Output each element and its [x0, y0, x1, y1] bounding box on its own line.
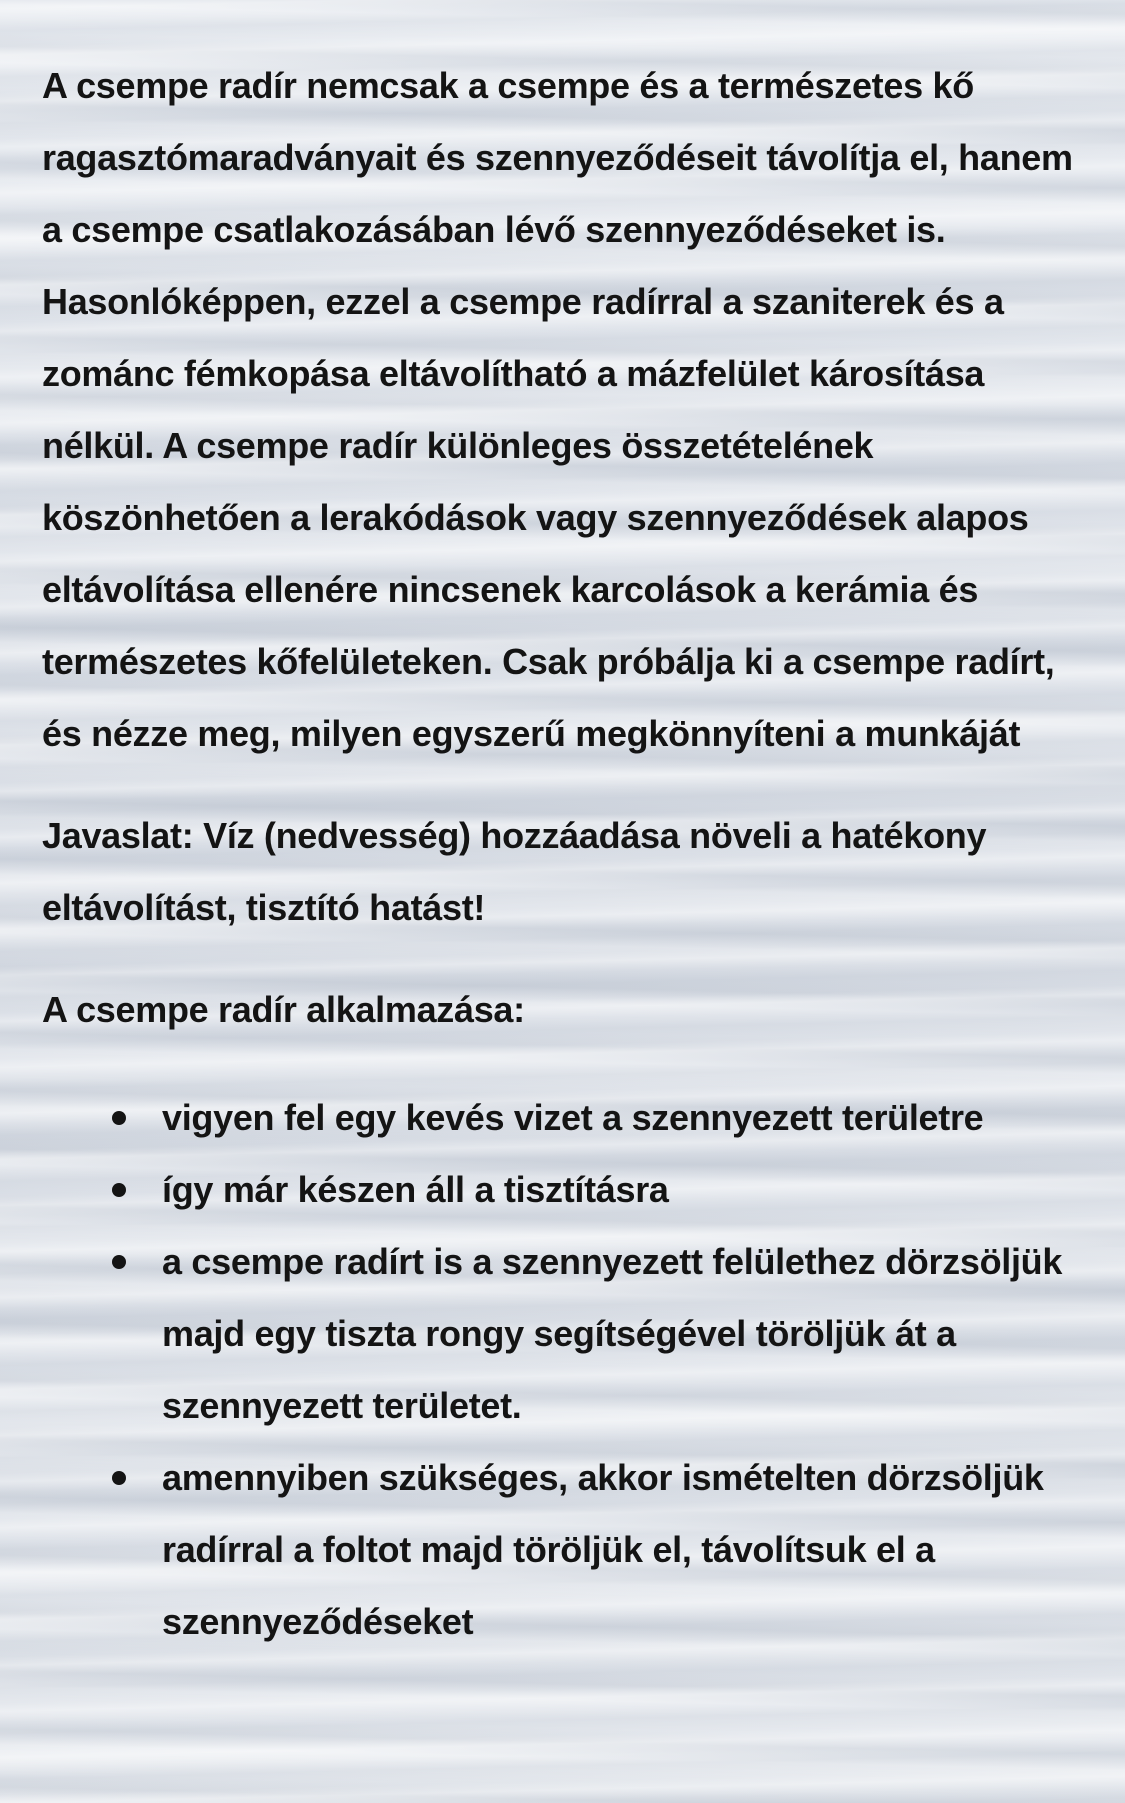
list-item-text: a csempe radírt is a szennyezett felülethez dörzsöljük majd egy tiszta rongy segítségével töröljük át a szennyezett területet. [162, 1241, 1063, 1426]
bullet-icon [112, 1183, 126, 1197]
bullet-icon [112, 1255, 126, 1269]
intro-paragraph: A csempe radír nemcsak a csempe és a természetes kő ragasztómaradványait és szennyeződéseit távolítja el, hanem a csempe csatlakozásában lévő szennyeződéseket is. Hasonlóképpen, ezzel a csempe radírral a szaniterek és a zománc fémkopása eltávolítható a mázfelület károsítása nélkül. A csempe radír különleges összetételének köszönhetően a lerakódások vagy szennyeződések alapos eltávolítása ellenére nincsenek karcolások a kerámia és természetes kőfelületeken. Csak próbálja ki a csempe radírt, és nézze meg, milyen egyszerű megkönnyíteni a munkáját [42, 65, 1073, 754]
bullet-icon [112, 1111, 126, 1125]
usage-steps-list [42, 1082, 1092, 1658]
usage-heading: A csempe radír alkalmazása: [42, 989, 525, 1030]
bullet-icon [112, 1471, 126, 1485]
list-item [162, 1154, 1092, 1226]
suggestion-paragraph: Javaslat: Víz (nedvesség) hozzáadása növeli a hatékony eltávolítást, tisztító hatást! [42, 815, 987, 928]
document-body [42, 50, 1092, 1658]
list-item-text: így már készen áll a tisztításra [162, 1169, 669, 1210]
list-item [162, 1082, 1092, 1154]
list-item-text: vigyen fel egy kevés vizet a szennyezett területre [162, 1097, 984, 1138]
list-item [162, 1442, 1092, 1658]
list-item [162, 1226, 1092, 1442]
list-item-text: amennyiben szükséges, akkor ismételten dörzsöljük radírral a foltot majd töröljük el, távolítsuk el a szennyeződéseket [162, 1457, 1044, 1642]
